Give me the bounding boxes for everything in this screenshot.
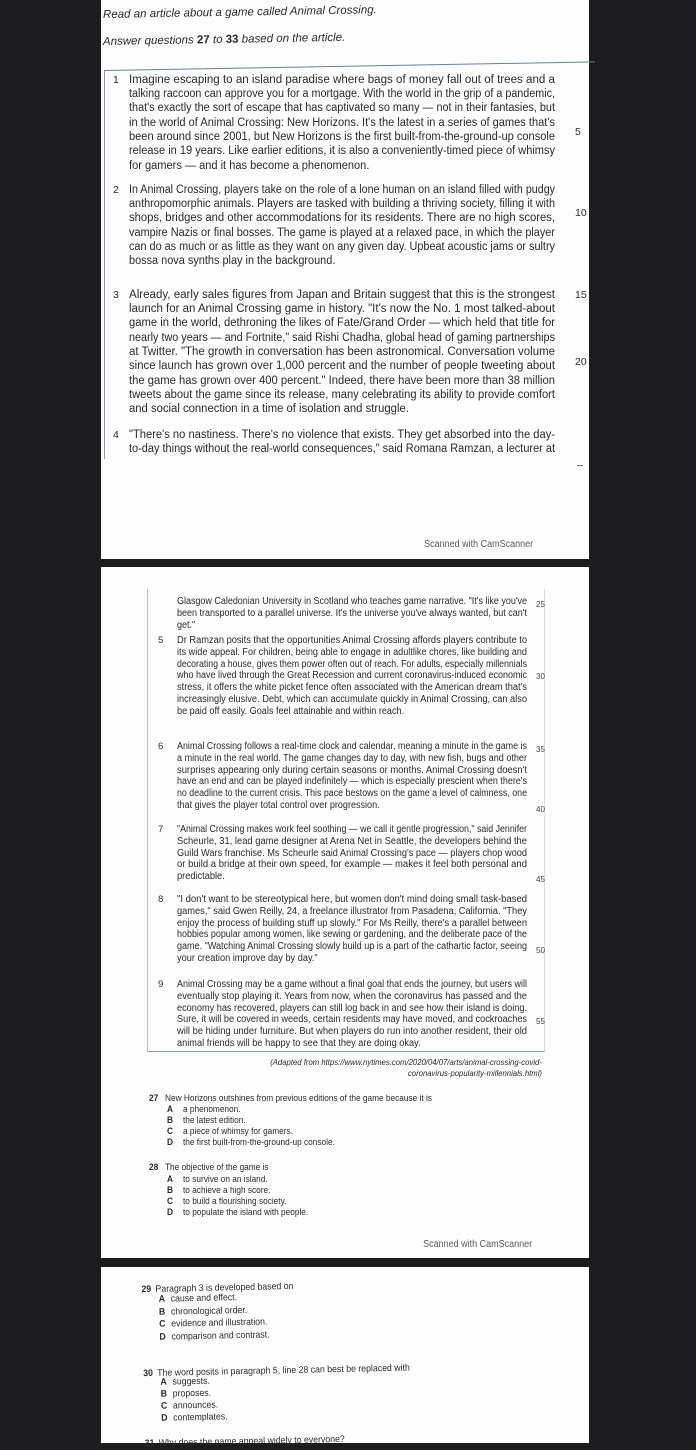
instruction-text: to (209, 33, 226, 47)
option-letter-d: D (167, 1136, 173, 1147)
line-text: game. "Watching Animal Crossing slowly build up is a part of the cathartic factor, seeing (177, 941, 527, 953)
paragraph-number: 6 (158, 741, 164, 753)
instruction-read-article: Read an article about a game called Animal Crossing. (102, 4, 377, 21)
option-text: the latest edition. (183, 1114, 246, 1125)
paragraph-line (129, 73, 555, 87)
questions-section (101, 1257, 593, 1450)
option-text: to survive on an island. (183, 1173, 268, 1184)
source-citation-line-1: (Adapted from https://www.nytimes.com/2020/04/07/arts/animal-crossing-covid- (270, 1057, 542, 1067)
line-text: Already, early sales figures from Japan and Britain suggest that this is the strongest (129, 288, 555, 301)
line-number: 5 (575, 126, 581, 138)
paragraph-line (177, 647, 527, 659)
paragraph-line (129, 402, 555, 416)
option-letter-b: B (167, 1184, 173, 1195)
line-text: vampire Nazis or final bosses. The game is played at a relaxed pace, in which the player (129, 226, 555, 239)
paragraph-line (129, 130, 555, 144)
option-letter-b: B (160, 1388, 168, 1400)
paragraph-line (177, 991, 527, 1003)
article-paragraph (158, 741, 527, 812)
paragraph-line (177, 765, 527, 777)
option-text: chronological order. (170, 1304, 248, 1318)
article-paragraph (113, 428, 555, 457)
line-text: Sure, it will be covered in weeds, certain residents may have moved, and cockroaches (177, 1014, 527, 1026)
question-stem: The objective of the game is (165, 1161, 269, 1172)
option-text: contemplates. (173, 1411, 228, 1424)
line-text: that's exactly the sort of escape that has captivated so many — not in their fantasies, but (129, 102, 555, 115)
line-text: "There's no nastiness. There's no violence that exists. They get absorbed into the day- (129, 428, 555, 441)
question-number: 29 (141, 1283, 152, 1296)
line-text: stress, it offers the white picket fence often associated with the American dream that's (177, 682, 527, 694)
option-text: a piece of whimsy for gamers. (183, 1125, 293, 1136)
paragraph-line (177, 953, 527, 965)
paragraph-line (177, 979, 527, 991)
line-number: 50 (536, 946, 545, 955)
option-text: the first built-from-the-ground-up console. (183, 1136, 335, 1147)
option-letter-a: A (167, 1173, 173, 1184)
paragraph-line (129, 240, 555, 254)
instruction-text: based on the article. (238, 31, 346, 46)
option-text: comparison and contrast. (171, 1328, 270, 1343)
line-text: Guild Wars franchise. Ms Scheurle said Animal Crossing's pace — players chop wood (177, 847, 527, 859)
line-text: decorating a house, gives them power often out of reach. For adults, especially millennials (177, 658, 527, 670)
paragraph-line (177, 1003, 527, 1015)
line-text: increasingly elusive. Debt, which can accumulate quickly in Animal Crossing, can also (177, 694, 527, 706)
paragraph-line (129, 331, 555, 345)
line-text: for gamers — and it has become a phenomenon. (129, 159, 370, 172)
line-text: Animal Crossing follows a real-time clock and calendar, meaning a minute in the game is (177, 741, 527, 753)
article-paragraph (177, 596, 527, 631)
option-text: to populate the island with people. (183, 1206, 309, 1217)
article-paragraph (113, 73, 555, 173)
line-text: Dr Ramzan posits that the opportunities Animal Crossing affords players contribute to (177, 635, 527, 647)
paragraph-line (177, 1038, 527, 1050)
option-letter-c: C (167, 1125, 173, 1136)
question-range-start: 27 (196, 34, 210, 47)
paragraph-line (129, 197, 555, 211)
line-text: that gives the player total control over progression. (177, 800, 380, 812)
line-text: release in 19 years. Like earlier editions, it is also a conveniently-timed piece of whimsy (129, 145, 555, 158)
line-number: 40 (536, 805, 545, 814)
paragraph-line (129, 442, 555, 456)
line-text: to-day things without the real-world consequences," said Romana Ramzan, a lecturer at (129, 443, 555, 456)
line-text: since launch has grown over 1,000 percent and the number of people tweeting about (129, 360, 555, 373)
article-paragraph (158, 894, 527, 965)
paragraph-line (177, 941, 527, 953)
line-text: predictable. (177, 871, 225, 883)
line-text: be paid off easily. Goals feel attainable and within reach. (177, 705, 405, 717)
option-letter-b: B (167, 1114, 173, 1125)
option-text: proposes. (172, 1387, 212, 1400)
paragraph-number: 9 (158, 979, 164, 991)
paragraph-line (129, 345, 555, 359)
line-text: talking raccoon can approve you for a mortgage. With the world in the grip of a pandemic, (129, 88, 555, 101)
paragraph-line (129, 302, 555, 316)
paragraph-line (129, 183, 555, 197)
line-text: no deadline to the current crisis. This pace bestows on the game a level of calmness, one (177, 788, 527, 800)
line-text: animal friends will be happy to see that they are doing okay. (177, 1038, 421, 1050)
paragraph-line (177, 670, 527, 682)
line-text: bossa nova synths play in the background. (129, 255, 336, 268)
option-letter-d: D (161, 1412, 168, 1424)
paragraph-line (177, 741, 527, 753)
line-text: surprises appearing only during certain seasons or months. Animal Crossing doesn't (177, 764, 527, 776)
line-text: tweets about the game since its release, many celebrating its ability to provide comfort (129, 388, 555, 401)
question-range-end: 33 (225, 33, 239, 46)
paragraph-line (177, 620, 527, 632)
option-text: suggests. (172, 1375, 210, 1388)
line-number: 35 (536, 745, 545, 754)
instruction-text: Answer questions (102, 34, 198, 48)
paragraph-line (177, 800, 527, 812)
line-text: can do as much or as little as they want on any given day. Upbeat acoustic jams or sultry (129, 241, 555, 254)
question-stem: New Horizons outshines from previous editions of the game because it is (165, 1092, 432, 1103)
paragraph-line (177, 1014, 527, 1026)
line-number: 25 (536, 600, 545, 609)
paragraph-line (177, 682, 527, 694)
option-letter-c: C (160, 1400, 168, 1412)
paragraph-line (177, 753, 527, 765)
line-text: "I don't want to be stereotypical here, but women don't mind doing small task-based (177, 894, 527, 906)
paragraph-line (177, 894, 527, 906)
page-mark (577, 465, 583, 466)
line-text: eventually stop playing it. Years from now, when the coronavirus has passed and the (177, 990, 527, 1002)
line-text: your creation improve day by day." (177, 953, 318, 965)
option-text: evidence and illustration. (171, 1316, 268, 1330)
line-text: anthropomorphic animals. Players are tasked with building a thriving society, filling it with (129, 198, 555, 211)
scanned-page-1 (101, 0, 589, 559)
camscanner-footer: Scanned with CamScanner (422, 1239, 532, 1250)
line-text: Animal Crossing may be a game without a final goal that ends the journey, but users will (177, 979, 527, 991)
line-text: been around since 2001, but New Horizons is the first built-from-the-ground-up console (129, 131, 555, 144)
line-text: game in the world, dethroning the likes of Fate/Grand Order — which held that title for (129, 317, 555, 330)
line-text: economy has recovered, players can still log back in and see how their island is doing. (177, 1002, 527, 1014)
paragraph-line (129, 428, 555, 442)
paragraph-line (177, 694, 527, 706)
line-number: 45 (536, 875, 545, 884)
article-paragraph (158, 824, 527, 883)
line-number: 20 (575, 356, 587, 368)
paragraph-line (129, 116, 555, 130)
paragraph-line (129, 288, 555, 302)
paragraph-line (177, 788, 527, 800)
paragraph-line (177, 1026, 527, 1038)
option-text: cause and effect. (170, 1292, 238, 1305)
line-text: "Animal Crossing makes work feel soothing — we call it gentle progression," said Jennifer (177, 824, 527, 836)
paragraph-line (177, 859, 527, 871)
line-text: In Animal Crossing, players take on the role of a lone human on an island filled with pudgy (129, 183, 555, 196)
source-citation-line-2: coronavirus-popularity-millennials.html) (407, 1068, 542, 1078)
paragraph-line (129, 374, 555, 388)
line-text: games," said Gwen Reilly, 24, a freelance illustrator from Pasadena, California. "They (177, 905, 527, 917)
line-text: Glasgow Caledonian University in Scotland who teaches game narrative. "It's like you've (177, 596, 527, 608)
line-text: hobbies popular among women, like sewing or gardening, and the deliberate pace of the (177, 929, 527, 941)
paragraph-line (177, 824, 527, 836)
paragraph-line (177, 596, 527, 608)
option-letter-a: A (160, 1376, 167, 1388)
paragraph-line (177, 659, 527, 671)
line-text: Scheurle, 31, lead game designer at Arena Net in Seattle, the developers behind the (177, 835, 527, 847)
line-text: get." (177, 619, 196, 631)
option-letter-d: D (159, 1331, 166, 1343)
line-text: who have lived through the Great Recession and current coronavirus-induced economic (177, 670, 527, 682)
paragraph-line (177, 906, 527, 918)
line-text: shops, bridges and other accommodations for its residents. There are no high scores, (129, 212, 555, 225)
paragraph-line (177, 706, 527, 718)
camscanner-footer: Scanned with CamScanner (423, 539, 533, 550)
line-text: the game has grown over 400 percent." Indeed, there have been more than 38 million (129, 374, 555, 387)
paragraph-line (177, 848, 527, 860)
question-number: 27 (149, 1092, 159, 1103)
question-number: 28 (149, 1161, 159, 1172)
article-paragraph (113, 288, 555, 417)
paragraph-line (129, 316, 555, 330)
paragraph-number: 4 (113, 428, 119, 441)
line-text: have an end and can be played indefinitely — which is especially prescient when there's (177, 776, 527, 788)
paragraph-line (129, 211, 555, 225)
line-text: or build a bridge at their own speed, for example — makes it feel both personal and (177, 859, 527, 871)
article-paragraph (158, 979, 527, 1050)
option-letter-c: C (167, 1195, 173, 1206)
paragraph-line (177, 871, 527, 883)
line-text: been transported to a parallel universe. It's the universe you've always wanted, but can't (177, 607, 527, 619)
paragraph-number: 5 (158, 635, 164, 647)
line-number: 55 (536, 1017, 545, 1026)
question-stem: Paragraph 3 is developed based on (155, 1280, 294, 1295)
option-text: announces. (172, 1399, 219, 1412)
line-text: will be hiding under furniture. But when players do run into another resident, their old (177, 1026, 527, 1038)
paragraph-line (177, 635, 527, 647)
paragraph-line (177, 918, 527, 930)
option-letter-a: A (158, 1293, 166, 1305)
option-letter-b: B (158, 1306, 166, 1318)
line-text: in the world of Animal Crossing: New Horizons. It's the latest in a series of games that's (129, 116, 555, 129)
paragraph-line (129, 226, 555, 240)
paragraph-line (129, 254, 555, 268)
instruction-answer-questions (103, 32, 345, 48)
paragraph-line (177, 608, 527, 620)
question-number: 30 (143, 1367, 154, 1380)
paragraph-number: 8 (158, 894, 164, 906)
paragraph-number: 1 (113, 73, 119, 86)
scanned-page-3 (101, 1267, 589, 1450)
line-text: launch for an Animal Crossing game in history. "It's now the No. 1 most talked-about (129, 303, 555, 316)
option-letter-a: A (167, 1103, 173, 1114)
scanned-page-2 (101, 567, 589, 1258)
question-number: 31 (144, 1437, 155, 1450)
line-number: 15 (575, 289, 587, 301)
paragraph-line (129, 101, 555, 115)
line-number: 30 (536, 672, 545, 681)
question-stem: The word posits in paragraph 5, line 28 can best be replaced with (157, 1362, 410, 1379)
line-text: its wide appeal. For children, being able to engage in adultlike chores, like building and (177, 646, 527, 658)
paragraph-line (129, 144, 555, 158)
paragraph-line (177, 776, 527, 788)
line-text: nearly two years — and Fortnite," said Rishi Chadha, global head of gaming partnerships (129, 331, 555, 344)
option-text: to achieve a high score. (183, 1184, 271, 1195)
line-text: Imagine escaping to an island paradise where bags of money fall out of trees and a (129, 73, 555, 86)
line-text: a minute in the real world. The game changes day to day, with new fish, bugs and other (177, 752, 527, 764)
question-stem: Why does the game appeal widely to everyone? (158, 1433, 345, 1449)
paragraph-line (129, 159, 555, 173)
option-letter-d: D (167, 1206, 173, 1217)
line-number: 10 (575, 207, 587, 219)
paragraph-line (129, 388, 555, 402)
option-text: to build a flourishing society. (183, 1195, 287, 1206)
paragraph-line (129, 359, 555, 373)
article-paragraph (158, 635, 527, 718)
article-paragraph (113, 183, 555, 269)
option-letter-c: C (159, 1318, 166, 1330)
paragraph-number: 2 (113, 183, 119, 196)
line-text: and social connection in a time of isolation and struggle. (129, 403, 409, 416)
paragraph-line (177, 836, 527, 848)
paragraph-number: 3 (113, 288, 119, 301)
paragraph-number: 7 (158, 824, 164, 836)
line-text: at Twitter. "The growth in conversation has been astronomical. Conversation volume (129, 346, 555, 359)
paragraph-line (177, 929, 527, 941)
option-text: a phenomenon. (183, 1103, 241, 1114)
line-text: enjoy the process of building stuff up slowly." For Ms Reilly, there's a parallel between (177, 917, 527, 929)
paragraph-line (129, 87, 555, 101)
